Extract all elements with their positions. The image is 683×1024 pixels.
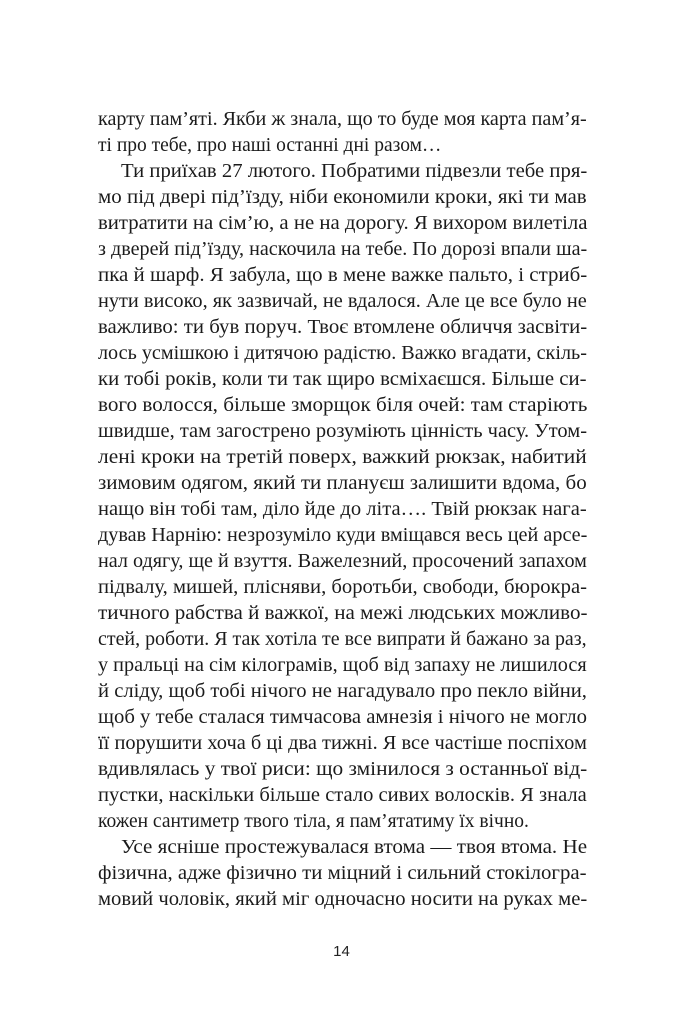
text-line: нути високо, як зазвичай, не вдалося. Але це все було не [98,291,587,312]
text-line: фізична, адже фізично ти міцний і сильний стокілогра- [98,863,587,884]
text-line: її порушити хоча б ці два тижні. Я все частіше поспіхом [98,733,587,754]
text-line: у пральці на сім кілограмів, щоб від запаху не лишилося [98,655,587,676]
text-line: тичного рабства й важкої, на межі людських можливо- [98,603,588,624]
text-line: пка й шарф. Я забула, що в мене важке пальто, і стриб- [98,265,588,286]
text-line: важливо: ти був поруч. Твоє втомлене обличчя засвіти- [98,317,588,338]
text-line: дував Нарнію: незрозуміло куди вміщався весь цей арсе- [98,525,588,546]
text-line: вого волосся, більше зморщок біля очей: там старіють [98,395,588,416]
text-line: ті про тебе, про наші останні дні разом… [98,135,442,156]
text-line: з дверей під’їзду, наскочила на тебе. По дорозі впали ша- [98,239,588,260]
text-line: лені кроки на третій поверх, важкий рюкзак, набитий [98,447,587,468]
text-line: нащо він тобі там, діло йде до літа…. Твій рюкзак нага- [98,499,587,520]
text-line: зимовим одягом, який ти плануєш залишити вдома, бо [98,473,587,494]
text-line: Ти приїхав 27 лютого. Побратими підвезли тебе пря- [121,161,588,182]
text-line: стей, роботи. Я так хотіла те все випрати й бажано за раз, [98,629,587,650]
text-line: пустки, наскільки більше стало сивих волосків. Я знала [98,785,587,806]
page-number: 14 [333,943,350,960]
text-line: нал одягу, ще й взуття. Важелезний, просочений запахом [98,551,587,572]
text-line: Усе ясніше простежувалася втома — твоя втома. Не [121,837,588,858]
text-line: мо під двері під’їзду, ніби економили кроки, які ти мав [98,187,587,208]
text-line: мовий чоловік, який міг одночасно носити на руках ме- [98,889,588,910]
text-line: витратити на сім’ю, а не на дорогу. Я вихором вилетіла [98,213,588,234]
text-line: й сліду, щоб тобі нічого не нагадувало про пекло війни, [98,681,587,702]
text-line: лось усмішкою і дитячою радістю. Важко вгадати, скіль- [98,343,587,364]
text-line: швидше, там загострено розуміють цінність часу. Утом- [98,421,588,442]
text-line: вдивлялась у твої риси: що змінилося з останньої від- [98,759,588,780]
text-line: кожен сантиметр твого тіла, я пам’ятатиму їх вічно. [98,811,529,832]
text-line: карту пам’яті. Якби ж знала, що то буде моя карта пам’я- [98,109,587,130]
text-line: щоб у тебе сталася тимчасова амнезія і нічого не могло [98,707,588,728]
text-line: підвалу, мишей, плісняви, боротьби, свободи, бюрокра- [98,577,587,598]
text-line: ки тобі років, коли ти так щиро всміхаєшся. Більше си- [98,369,587,390]
